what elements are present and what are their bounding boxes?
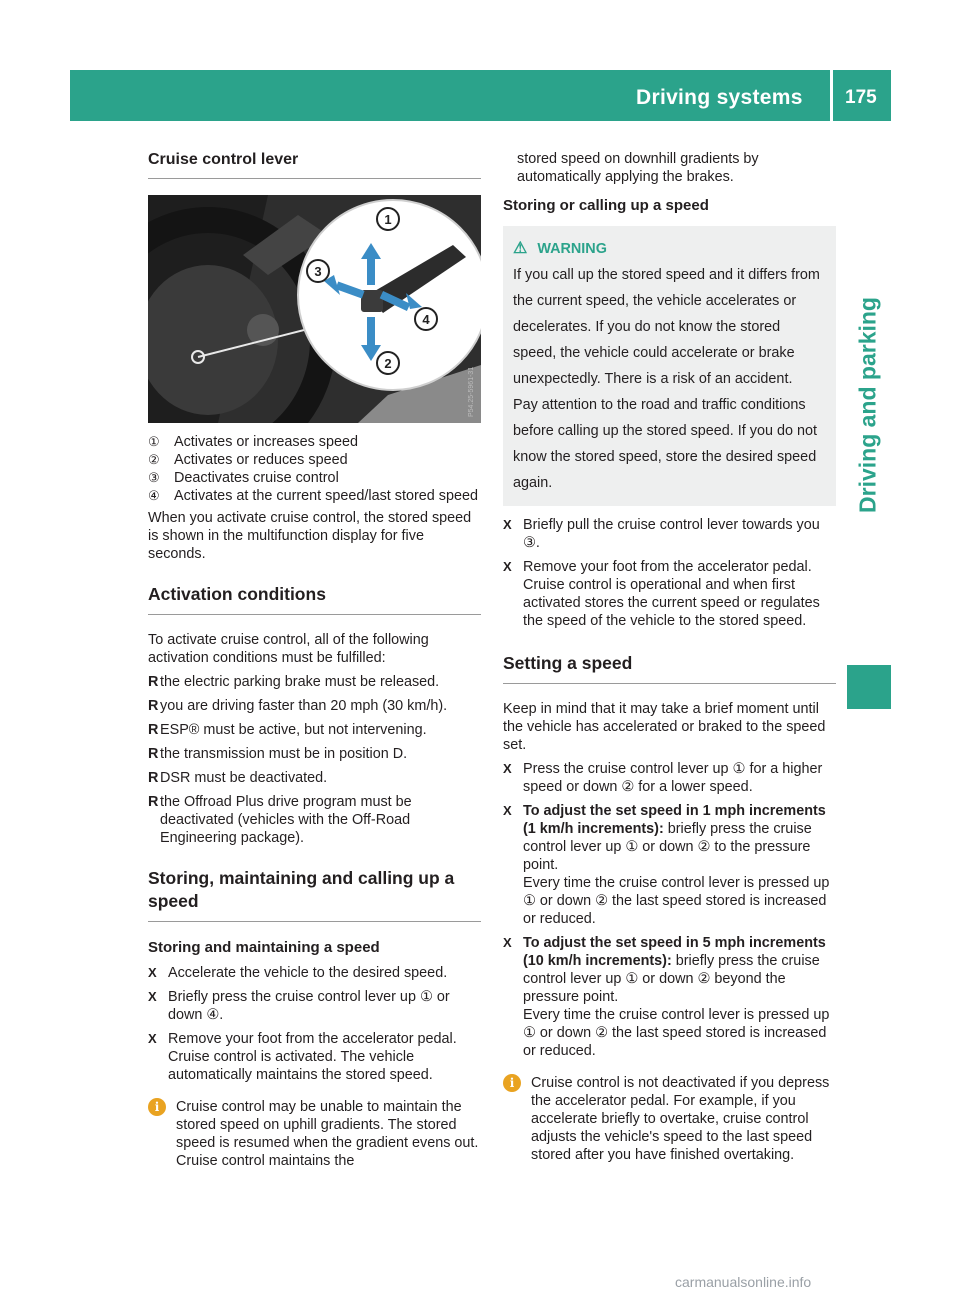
legend-item (148, 433, 481, 451)
condition-item: R you are driving faster than 20 mph (30 km/h). (148, 698, 448, 714)
step-text-continued: Every time the cruise control lever is pressed up ① or down ② the last speed stored is increased or reduced. (523, 1007, 830, 1059)
heading-cruise-lever-block (148, 150, 481, 179)
page-number: 175 (845, 87, 877, 108)
step-text: briefly press the cruise control lever up ① or down ② beyond the pressure point. (523, 953, 820, 1005)
step-item: X To adjust the set speed in 5 mph increments (10 km/h increments): briefly press the cruise control lever up ① or down ② beyond the pressure point. Every time the cruise control lever is pressed up ① or down ② the last speed stored is increased or reduced. (503, 934, 836, 1060)
subheading-calling: Storing or calling up a speed (503, 197, 709, 214)
legend-text: Activates or increases speed (174, 434, 358, 450)
step-bold-text: To adjust the set speed in 1 mph increments (1 km/h increments): (523, 803, 826, 837)
legend-text: Deactivates cruise control (174, 470, 339, 486)
warning-paragraph-2: Pay attention to the road and traffic conditions before calling up the stored speed. If you do not know the stored speed, store the desired speed again. (513, 397, 818, 491)
step-text: Press the cruise control lever up ① for a higher speed or down ② for a lower speed. (523, 761, 823, 795)
step-bold-text: To adjust the set speed in 5 mph increments (10 km/h increments): (523, 935, 826, 969)
cruise-lever-figure (148, 195, 481, 423)
condition-text: the transmission must be in position D. (160, 746, 408, 762)
step-item: X Briefly pull the cruise control lever towards you ③. (503, 516, 836, 552)
heading-storing-block (148, 867, 481, 922)
step-text: Remove your foot from the accelerator pedal. Cruise control is activated. The vehicle automatically maintains the stored speed. (168, 1031, 457, 1083)
legend-number: ④ (148, 488, 160, 503)
legend-number: ② (148, 452, 160, 467)
step-text: Briefly press the cruise control lever up ① or down ④. (168, 989, 450, 1023)
figure-label-1: 1 (384, 212, 392, 227)
chapter-label: Driving and parking (854, 297, 881, 513)
condition-text: the Offroad Plus drive program must be deactivated (vehicles with the Off-Road Engineering package). (160, 794, 412, 846)
figure-code: P54.25-5961-31 (468, 366, 475, 417)
figure-label-2: 2 (384, 356, 392, 371)
condition-item: R the Offroad Plus drive program must be deactivated (vehicles with the Off-Road Engineering package). (148, 793, 481, 847)
legend-text: Activates or reduces speed (174, 452, 348, 468)
legend-number: ③ (148, 470, 160, 485)
activation-intro: To activate cruise control, all of the following activation conditions must be fulfilled: (148, 632, 429, 666)
condition-text: you are driving faster than 20 mph (30 km/h). (160, 698, 448, 714)
step-text: briefly press the cruise control lever up ① or down ② to the pressure point. (523, 821, 812, 873)
figure-label-4: 4 (422, 312, 430, 327)
figure-label-3: 3 (314, 264, 322, 279)
warning-label: WARNING (537, 241, 607, 257)
condition-text: the electric parking brake must be released. (160, 674, 440, 690)
legend-item (148, 487, 481, 505)
setting-intro: Keep in mind that it may take a brief moment until the vehicle has accelerated or braked to the speed set. (503, 701, 826, 753)
step-item: X To adjust the set speed in 1 mph increments (1 km/h increments): briefly press the cruise control lever up ① or down ② to the pressure point. Every time the cruise control lever is pressed up ① or down ② the last speed stored is increased or reduced. (503, 802, 836, 928)
condition-item: R ESP® must be active, but not intervening. (148, 722, 427, 738)
condition-item: R the electric parking brake must be released. (148, 674, 440, 690)
legend-item (148, 451, 481, 469)
step-item: X Accelerate the vehicle to the desired speed. (148, 965, 448, 981)
right-column (503, 150, 836, 1164)
info-note (148, 1098, 481, 1170)
cruise-lever-illustration (148, 195, 481, 423)
step-text: Briefly pull the cruise control lever towards you ③. (523, 517, 820, 551)
chapter-marker (847, 665, 891, 709)
step-body (523, 802, 836, 928)
heading-storing: Storing, maintaining and calling up a speed (148, 868, 455, 911)
warning-paragraph-1: If you call up the stored speed and it differs from the current speed, the vehicle accelerates or decelerates. If you do not know the stored speed, the vehicle could accelerate or brake unexpectedly. There is a risk of an accident. (513, 267, 820, 387)
left-column (148, 150, 481, 1170)
step-item: X Remove your foot from the accelerator pedal. Cruise control is activated. The vehicle automatically maintains the stored speed. (148, 1030, 481, 1084)
subheading-storing: Storing and maintaining a speed (148, 939, 380, 956)
condition-item: R DSR must be deactivated. (148, 770, 328, 786)
heading-activation-block (148, 583, 481, 615)
legend-text: Activates at the current speed/last stored speed (174, 488, 478, 504)
condition-text: DSR must be deactivated. (160, 770, 328, 786)
header-separator (830, 70, 833, 121)
condition-item: R the transmission must be in position D. (148, 746, 408, 762)
step-body (523, 934, 836, 1060)
step-item: X Press the cruise control lever up ① for a higher speed or down ② for a lower speed. (503, 760, 836, 796)
chapter-side-tab (845, 150, 891, 660)
step-item: X Briefly press the cruise control lever up ① or down ④. (148, 988, 481, 1024)
figure-legend (148, 433, 481, 505)
warning-box (503, 226, 836, 506)
warning-header (513, 236, 826, 262)
info-icon: i (148, 1098, 166, 1116)
step-text: Remove your foot from the accelerator pedal. Cruise control is operational and when first activated stores the current speed or regulates the speed of the vehicle to the stored speed. (523, 559, 820, 629)
step-text: Accelerate the vehicle to the desired speed. (168, 965, 448, 981)
info-note (503, 1074, 836, 1164)
watermark: carmanualsonline.info (675, 1274, 812, 1290)
legend-number: ① (148, 434, 160, 449)
condition-text: ESP® must be active, but not intervening. (160, 722, 427, 738)
note-text: Cruise control is not deactivated if you depress the accelerator pedal. For example, if you accelerate briefly to overtake, cruise control adjusts the vehicle's speed to the last speed stored after you have finished overtaking. (531, 1075, 830, 1163)
note-text: Cruise control may be unable to maintain the stored speed on uphill gradients. The stored speed is resumed when the gradient evens out. Cruise control maintains the (176, 1099, 479, 1169)
warning-triangle-icon: ⚠ (513, 240, 528, 257)
legend-item (148, 469, 481, 487)
section-title: Driving systems (636, 86, 803, 109)
continuation-text: stored speed on downhill gradients by automatically applying the brakes. (517, 151, 759, 185)
heading-activation: Activation conditions (148, 584, 326, 604)
step-text-continued: Every time the cruise control lever is pressed up ① or down ② the last speed stored is increased or reduced. (523, 875, 830, 927)
intro-paragraph: When you activate cruise control, the stored speed is shown in the multifunction display for five seconds. (148, 510, 472, 562)
step-item: X Remove your foot from the accelerator pedal. Cruise control is operational and when first activated stores the current speed or regulates the speed of the vehicle to the stored speed. (503, 558, 836, 630)
info-icon: i (503, 1074, 521, 1092)
heading-setting: Setting a speed (503, 653, 633, 673)
heading-setting-block (503, 652, 836, 684)
heading-cruise-lever: Cruise control lever (148, 151, 299, 168)
